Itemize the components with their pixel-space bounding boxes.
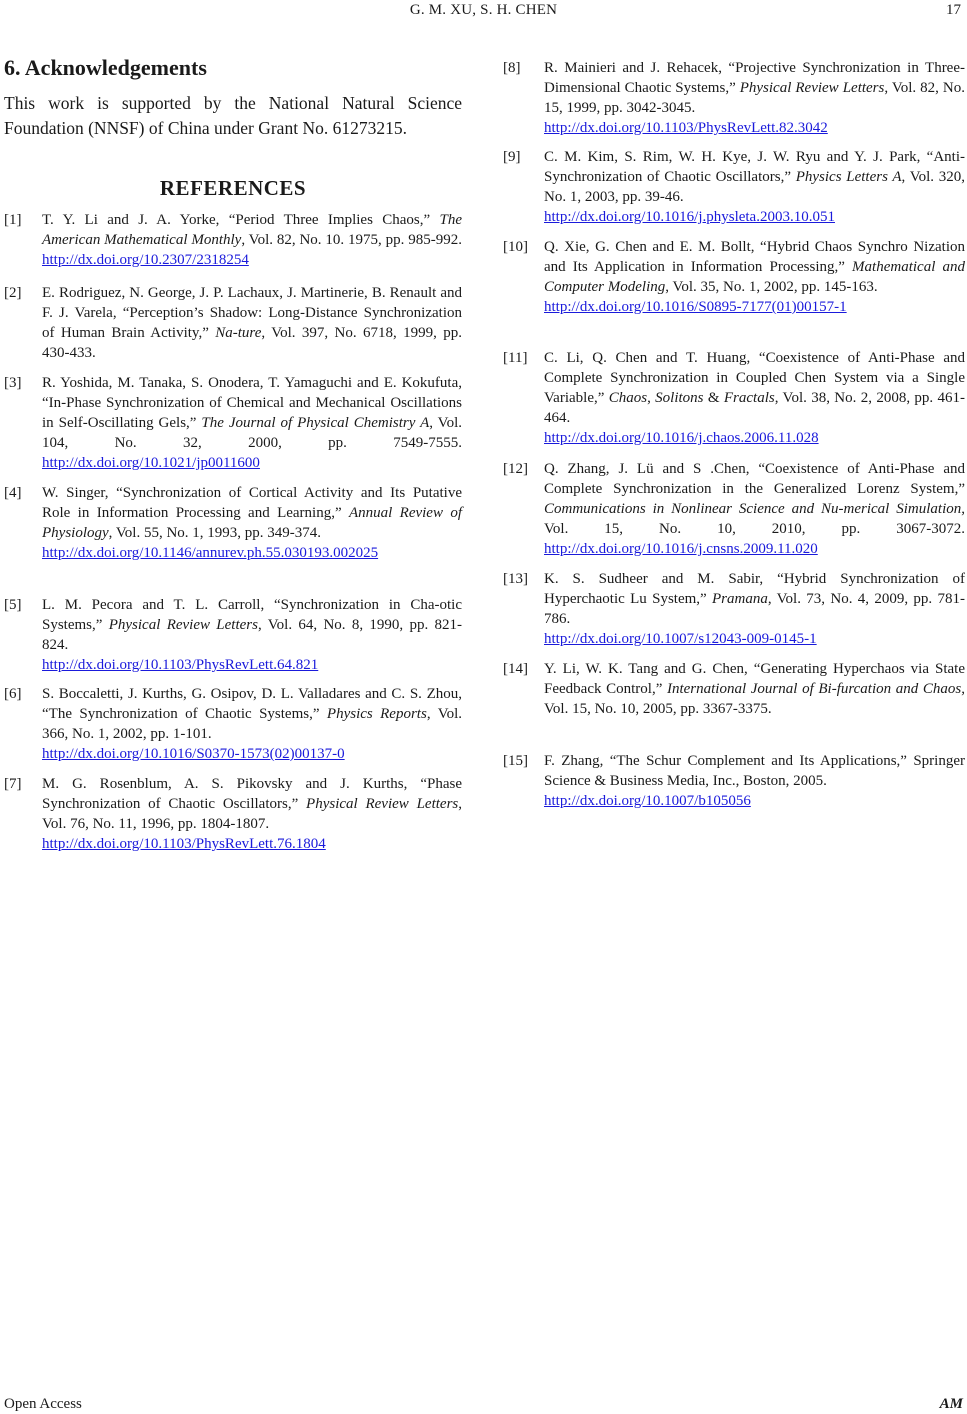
reference-number: [9] <box>503 149 521 165</box>
reference-text <box>544 348 965 448</box>
doi-link[interactable]: http://dx.doi.org/10.1016/S0895-7177(01)00157-1 <box>544 299 847 315</box>
reference-segment: , Vol. 104, No. 32, 2000, pp. 7549-7555. <box>42 415 462 451</box>
reference-text <box>544 569 965 649</box>
reference-item <box>4 210 462 270</box>
reference-text <box>544 659 965 719</box>
reference-item <box>503 348 965 448</box>
doi-link[interactable]: http://dx.doi.org/10.1016/j.cnsns.2009.11.020 <box>544 541 818 557</box>
reference-text <box>544 237 965 317</box>
reference-segment: M. G. Rosenblum, A. S. Pikovsky and J. Kurths, “Phase Synchronization of Chaotic Oscillators,” <box>42 776 462 812</box>
page-number: 17 <box>946 2 961 18</box>
doi-link[interactable]: http://dx.doi.org/10.1007/s12043-009-0145-1 <box>544 631 817 647</box>
reference-number: [3] <box>4 375 22 391</box>
reference-number: [13] <box>503 571 528 587</box>
reference-item <box>4 595 462 675</box>
acknowledgements-title: 6. Acknowledgements <box>4 55 207 80</box>
reference-segment: , Vol. 320, No. 1, 2003, pp. 39-46. <box>544 169 966 205</box>
reference-segment: T. Y. Li and J. A. Yorke, “Period Three Implies Chaos,” <box>42 212 440 228</box>
reference-segment: C. Li, Q. Chen and T. Huang, “Coexistence of Anti-Phase and Complete Synchronization in Coupled Chen System via a Single Variable,” <box>544 350 965 406</box>
reference-text <box>544 147 965 227</box>
reference-item <box>503 147 965 227</box>
references-title: REFERENCES <box>159 176 307 200</box>
reference-item <box>4 483 462 563</box>
reference-number: [2] <box>4 285 22 301</box>
reference-number: [10] <box>503 239 528 255</box>
doi-link[interactable]: http://dx.doi.org/10.1103/PhysRevLett.76.1804 <box>42 836 326 852</box>
reference-number: [7] <box>4 776 22 792</box>
doi-link[interactable]: http://dx.doi.org/10.1103/PhysRevLett.82.3042 <box>544 120 828 136</box>
reference-segment: Q. Xie, G. Chen and E. M. Bollt, “Hybrid Chaos Synchro Nization and Its Application in Information Processing,” <box>544 239 965 275</box>
reference-journal: Communications in Nonlinear Science and Nu-merical Simulation <box>544 501 962 517</box>
reference-journal: Physics Reports <box>326 706 427 722</box>
reference-journal: Annual Review of Physiology <box>42 505 462 541</box>
reference-number: [11] <box>503 350 528 366</box>
reference-journal: Chaos <box>608 390 648 406</box>
reference-text <box>42 595 462 675</box>
reference-number: [15] <box>503 753 528 769</box>
reference-segment: , Vol. 73, No. 4, 2009, pp. 781-786. <box>544 591 965 627</box>
footer-open-access: Open Access <box>4 1396 82 1412</box>
reference-segment: , Vol. 82, No. 15, 1999, pp. 3042-3045. <box>544 80 965 116</box>
reference-journal: Solitons <box>655 390 704 406</box>
doi-link[interactable]: http://dx.doi.org/10.1007/b105056 <box>544 793 751 809</box>
reference-journal: Physical Review Letters <box>108 617 258 633</box>
reference-segment: , Vol. 366, No. 1, 2002, pp. 1-101. <box>42 706 463 742</box>
reference-segment: , Vol. 55, No. 1, 1993, pp. 349-374. <box>108 525 322 541</box>
reference-segment: E. Rodriguez, N. George, J. P. Lachaux, J. Martinerie, B. Renault and F. J. Varela, “Perception’s Shadow: Long-Distance Synchronization of Human Brain Activity,” <box>42 285 462 341</box>
reference-number: [1] <box>4 212 22 228</box>
reference-text <box>544 58 965 138</box>
doi-link[interactable]: http://dx.doi.org/10.1016/j.chaos.2006.11.028 <box>544 430 819 446</box>
reference-segment: Y. Li, W. K. Tang and G. Chen, “Generating Hyperchaos via State Feedback Control,” <box>544 661 965 697</box>
reference-journal: Mathematical and Computer Modeling <box>544 259 965 295</box>
reference-text <box>42 774 462 854</box>
reference-number: [12] <box>503 461 528 477</box>
reference-item <box>503 459 965 559</box>
footer-journal-abbrev: AM <box>939 1396 963 1412</box>
reference-segment: L. M. Pecora and T. L. Carroll, “Synchronization in Cha-otic Systems,” <box>42 597 462 633</box>
reference-journal: Physical Review Letters <box>306 796 459 812</box>
reference-journal: Pramana <box>712 591 768 607</box>
reference-segment: , Vol. 76, No. 11, 1996, pp. 1804-1807. <box>42 796 462 832</box>
reference-segment: F. Zhang, “The Schur Complement and Its Applications,” Springer Science & Business Media, Inc., Boston, 2005. <box>544 753 965 789</box>
reference-segment: S. Boccaletti, J. Kurths, G. Osipov, D. L. Valladares and C. S. Zhou, “The Synchronization of Chaotic Systems,” <box>42 686 462 722</box>
reference-item <box>503 569 965 649</box>
reference-number: [4] <box>4 485 22 501</box>
reference-journal: Na-ture <box>215 325 262 341</box>
reference-text <box>544 459 965 559</box>
reference-journal: Physical Review Letters <box>739 80 885 96</box>
reference-text <box>42 210 462 270</box>
reference-segment: R. Mainieri and J. Rehacek, “Projective Synchronization in Three-Dimensional Chaotic Systems,” <box>544 60 965 96</box>
reference-item <box>4 283 462 363</box>
doi-link[interactable]: http://dx.doi.org/10.1016/j.physleta.2003.10.051 <box>544 209 835 225</box>
reference-text <box>42 684 462 764</box>
reference-segment: , Vol. 64, No. 8, 1990, pp. 821-824. <box>42 617 463 653</box>
reference-number: [14] <box>503 661 528 677</box>
doi-link[interactable]: http://dx.doi.org/10.1021/jp0011600 <box>42 455 260 471</box>
reference-item <box>4 774 462 854</box>
reference-item <box>503 751 965 811</box>
reference-number: [6] <box>4 686 22 702</box>
reference-item <box>4 684 462 764</box>
reference-segment: C. M. Kim, S. Rim, W. H. Kye, J. W. Ryu and Y. J. Park, “Anti-Synchronization of Chaotic Oscillators,” <box>544 149 965 185</box>
reference-segment: , Vol. 82, No. 10. 1975, pp. 985-992. <box>241 232 462 248</box>
reference-number: [8] <box>503 60 521 76</box>
reference-journal: Fractals <box>723 390 775 406</box>
reference-item <box>4 373 462 473</box>
reference-segment: K. S. Sudheer and M. Sabir, “Hybrid Synchronization of Hyperchaotic Lu System,” <box>544 571 965 607</box>
reference-text <box>42 483 462 563</box>
reference-number: [5] <box>4 597 22 613</box>
reference-journal: International Journal of Bi-furcation and Chaos <box>666 681 962 697</box>
doi-link[interactable]: http://dx.doi.org/10.1016/S0370-1573(02)00137-0 <box>42 746 345 762</box>
acknowledgements-text: This work is supported by the National Natural Science Foundation (NNSF) of China under Grant No. 61273215. <box>4 93 462 138</box>
reference-journal: Physics Letters A <box>795 169 902 185</box>
reference-text <box>42 283 462 363</box>
reference-segment: , Vol. 38, No. 2, 2008, pp. 461-464. <box>544 390 965 426</box>
reference-segment: , Vol. 35, No. 1, 2002, pp. 145-163. <box>665 279 878 295</box>
reference-segment: R. Yoshida, M. Tanaka, S. Onodera, T. Yamaguchi and E. Kokufuta, “In-Phase Synchronization of Chemical and Mechanical Oscillations in Self-Oscillating Gels,” <box>42 375 462 431</box>
reference-item <box>503 237 965 317</box>
reference-text <box>544 751 965 811</box>
reference-journal: The Journal of Physical Chemistry A <box>201 415 430 431</box>
reference-segment: & <box>703 390 724 406</box>
reference-segment: W. Singer, “Synchronization of Cortical Activity and Its Putative Role in Information Processing and Learning,” <box>42 485 462 521</box>
reference-text <box>42 373 462 473</box>
reference-item <box>503 659 965 719</box>
reference-segment: Q. Zhang, J. Lü and S .Chen, “Coexistence of Anti-Phase and Complete Synchronization in the Generalized Lorenz System,” <box>544 461 965 497</box>
reference-segment: , Vol. 15, No. 10, 2010, pp. 3067-3072. <box>544 501 965 537</box>
doi-link[interactable]: http://dx.doi.org/10.1103/PhysRevLett.64.821 <box>42 657 319 673</box>
doi-link[interactable]: http://dx.doi.org/10.2307/2318254 <box>42 252 249 268</box>
reference-item <box>503 58 965 138</box>
reference-segment: , Vol. 15, No. 10, 2005, pp. 3367-3375. <box>544 681 965 717</box>
reference-segment: , <box>647 390 656 406</box>
header-authors: G. M. XU, S. H. CHEN <box>409 2 558 18</box>
reference-journal: The American Mathematical Monthly <box>42 212 462 248</box>
doi-link[interactable]: http://dx.doi.org/10.1146/annurev.ph.55.030193.002025 <box>42 545 379 561</box>
reference-segment: , Vol. 397, No. 6718, 1999, pp. 430-433. <box>42 325 462 361</box>
